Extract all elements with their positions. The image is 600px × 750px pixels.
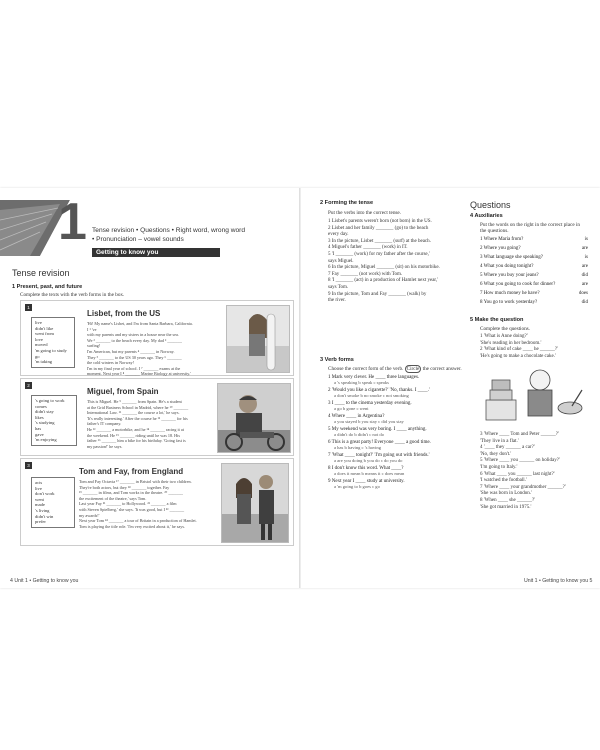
exercise-item bbox=[480, 291, 588, 300]
exercise-item bbox=[480, 282, 588, 291]
unit-number: 1 bbox=[58, 193, 87, 251]
word-box-item: love bbox=[35, 336, 43, 342]
instruction-line: Put the words on the right in the correct place in bbox=[480, 222, 580, 228]
section-number: 1 bbox=[25, 304, 32, 311]
section-title: Lisbet, from the US bbox=[87, 309, 161, 318]
answer-options[interactable]: a does it mean b means it c does mean bbox=[334, 471, 405, 476]
text-line: 'Hi! My name's Lisbet, and I'm from Santa Barbara, California. bbox=[87, 321, 193, 326]
auxiliary-word: does bbox=[578, 291, 588, 296]
word-box-item: went bbox=[35, 496, 44, 502]
exercise-item: 3 'Where ____ Tom and Peter ______?' bbox=[480, 432, 559, 437]
exercise-item bbox=[480, 246, 588, 255]
text-line: at the Grid Business School in Madrid, where he ¹⁰ _______ bbox=[87, 404, 189, 410]
exercise-item: 4 Miguel's father _______ (work) in IT. bbox=[328, 245, 408, 251]
text-line: I'm in my final year of school. I ⁷ _______ exams at the bbox=[87, 365, 181, 371]
exercise-item: 2 Lisbet and her family _______ (go) to the beach bbox=[328, 225, 429, 231]
answer-options[interactable]: a are you doing b you do c do you do bbox=[334, 458, 403, 463]
exercise-item bbox=[480, 237, 588, 246]
answer-options[interactable]: a didn't do b didn't c not do bbox=[334, 432, 385, 437]
question-text: 3 What language she speaking? bbox=[480, 255, 543, 260]
answer-options[interactable]: a 'm going to b goes c go bbox=[334, 484, 380, 489]
exercise-item: 8 'When ____ she ______?' bbox=[480, 497, 536, 503]
exercise-items bbox=[480, 237, 588, 309]
section-heading-tense-revision: Tense revision bbox=[12, 268, 70, 278]
text-line: with Steven Spielberg,' she says. 'It was good, but I ²³ _______ bbox=[79, 506, 185, 512]
word-box-item: live bbox=[35, 485, 42, 491]
exercise-item bbox=[480, 255, 588, 264]
exercise-items bbox=[328, 375, 468, 492]
exercise-title: 3 Verb forms bbox=[320, 357, 354, 363]
exercise-item: 2 'What kind of cake ____ he ______?' bbox=[480, 347, 559, 353]
unit-topics-line: • Pronunciation – vowel sounds bbox=[92, 236, 184, 243]
answer-options[interactable]: a you stayed b you stay c did you stay bbox=[334, 419, 404, 424]
exercise-item bbox=[328, 440, 468, 453]
word-box bbox=[31, 317, 75, 368]
section-text bbox=[87, 321, 217, 377]
instruction-line: the questions. bbox=[480, 228, 509, 234]
answer-options[interactable]: a 's speaking b speak c speaks bbox=[334, 380, 389, 385]
word-box-item: 's studying bbox=[35, 420, 55, 426]
word-box-item: went from bbox=[35, 331, 55, 337]
exercise-item: 'She got married in 1975.' bbox=[480, 504, 532, 510]
exercise-title: 5 Make the question bbox=[470, 317, 524, 323]
exercise-item bbox=[480, 264, 588, 273]
auxiliary-word: are bbox=[581, 246, 588, 251]
unit-topics bbox=[92, 226, 282, 244]
question-text: 3 I ____ to the cinema yesterday evening. bbox=[328, 401, 412, 406]
exercise-item: 1 Lisbet's parents weren't born (not born) in the US. bbox=[328, 219, 432, 224]
book-gutter bbox=[299, 188, 301, 588]
word-box-item: 'm enjoying bbox=[35, 437, 57, 443]
word-box-item: 'm going to study bbox=[35, 347, 67, 353]
exercise-item bbox=[480, 273, 588, 282]
word-box-item: 's going to work bbox=[35, 398, 65, 403]
exercise-item: 'I watched the football.' bbox=[480, 478, 527, 484]
text-line: International Law. ¹¹ _______ the course a lot,' he says. bbox=[87, 410, 180, 416]
text-line: the cold winters in Norway! bbox=[87, 360, 134, 366]
exercise-item: every day. bbox=[328, 232, 349, 238]
word-box-item: prefer bbox=[35, 519, 46, 525]
auxiliary-word: is bbox=[584, 255, 588, 260]
text-section-miguel bbox=[20, 378, 294, 456]
exercise-item bbox=[328, 414, 468, 427]
exercise-item bbox=[328, 479, 468, 492]
text-line: I ¹ 've bbox=[87, 326, 97, 332]
question-text: 6 What you going to cook for dinner? bbox=[480, 282, 556, 287]
auxiliary-word: are bbox=[581, 264, 588, 269]
exercise-item: 'They live in a flat.' bbox=[480, 438, 519, 444]
exercise-items bbox=[328, 219, 468, 305]
section-text bbox=[87, 399, 215, 449]
text-line: father ¹⁶ _______ him a bike for his birthday. 'Going fast is bbox=[87, 438, 186, 444]
exercise-item: 8 'I _______ (act) in a production of Hamlet next year,' bbox=[328, 278, 439, 284]
exercise-items bbox=[480, 432, 592, 511]
page-footer-right: Unit 1 • Getting to know you 5 bbox=[524, 578, 593, 584]
text-line: He ¹³ _______ a motorbike, and he ¹⁴ _______ racing it at bbox=[87, 426, 184, 432]
answer-options[interactable]: a don't smoke b no smoke c not smoking bbox=[334, 393, 409, 398]
auxiliary-word: did bbox=[581, 273, 588, 278]
question-text: 2 Where you going? bbox=[480, 246, 521, 251]
answer-options[interactable]: a has b having c 's having bbox=[334, 445, 382, 450]
section-title: Tom and Fay, from England bbox=[79, 467, 184, 476]
text-section-lisbet bbox=[20, 300, 294, 376]
exercise-item: 'No, they don't.' bbox=[480, 451, 512, 457]
answer-options[interactable]: a go b gone c went bbox=[334, 406, 369, 411]
exercise-item: says Miguel. bbox=[328, 258, 354, 264]
word-box-item: gave bbox=[35, 431, 44, 437]
auxiliary-word: are bbox=[581, 282, 588, 287]
word-box-item: didn't stay bbox=[35, 409, 54, 415]
word-box-item: acts bbox=[35, 480, 43, 485]
question-text: 6 This is a great party! Everyone ____ a good time. bbox=[328, 440, 431, 445]
question-text: 9 Next year I ____ study at university. bbox=[328, 479, 405, 484]
page-footer-left: 4 Unit 1 • Getting to know you bbox=[10, 578, 79, 584]
exercise-title: 1 Present, past, and future bbox=[12, 284, 83, 290]
exercise-item: the river. bbox=[328, 298, 346, 304]
photo-tom-and-fay bbox=[221, 463, 289, 543]
exercise-item: 7 Fay _______ (not work) with Tom. bbox=[328, 271, 403, 277]
text-line: the weekend. He ¹⁵ _______ riding until he was 18. His bbox=[87, 432, 180, 438]
word-box-item: made bbox=[35, 502, 45, 508]
text-line: father's IT company. bbox=[87, 421, 122, 427]
exercise-item bbox=[328, 466, 468, 479]
text-section-tom-and-fay bbox=[20, 458, 294, 546]
word-box bbox=[31, 477, 75, 528]
exercise-item: 7 'Where ____ your grandmother ______?' bbox=[480, 484, 566, 490]
text-line: Next year Tom ²⁴ _______ a tour of Britain in a production of Hamlet. bbox=[79, 518, 197, 524]
text-line: I'm American, but my parents ⁴ _______ in Norway. bbox=[87, 348, 175, 354]
text-line: This is Miguel. He ⁹ _______ from Spain. He's a student bbox=[87, 399, 182, 404]
question-text: 5 Where you buy your jeans? bbox=[480, 273, 539, 278]
text-line: my passion!' he says. bbox=[87, 443, 123, 449]
word-box-item: 's living bbox=[35, 507, 50, 513]
unit-topics-line: Tense revision • Questions • Right word, wrong word bbox=[92, 227, 246, 234]
text-line: They're both actors, but they ¹⁸ _______ together. Fay bbox=[79, 484, 170, 490]
question-text: 1 Mark very clever. He ____ three languages. bbox=[328, 375, 420, 380]
text-line: with my parents and my sisters in a house near the sea. bbox=[87, 332, 179, 338]
exercise-item: 6 'What ____ you ______ last night?' bbox=[480, 471, 555, 477]
exercise-item: 1 'What is Anne doing?' bbox=[480, 334, 528, 339]
exercise-instruction: Complete the questions. bbox=[480, 326, 530, 332]
photo-miguel bbox=[217, 383, 291, 453]
exercise-item: says Tom. bbox=[328, 284, 349, 290]
word-box-item: likes bbox=[35, 414, 44, 420]
text-line: surfing! bbox=[87, 343, 101, 349]
exercise-title: 4 Auxiliaries bbox=[470, 213, 503, 219]
question-text: 8 I don't know this word. What ____? bbox=[328, 466, 404, 471]
text-line: Tom and Fay Octavia ¹⁷ _______ in Bristol with their two children. bbox=[79, 479, 192, 484]
text-line: ¹⁹ _______ in films, and Tom works in the theatre. ²⁰ _______ bbox=[79, 490, 184, 496]
question-text: 1 Where Maria from? bbox=[480, 237, 524, 242]
exercise-item: 4 '____ they ______ a car?' bbox=[480, 445, 535, 451]
exercise-item bbox=[328, 388, 468, 401]
exercise-item: 'She was born in London.' bbox=[480, 491, 532, 497]
auxiliary-word: did bbox=[581, 300, 588, 305]
exercise-item: 'He's going to make a chocolate cake.' bbox=[480, 353, 556, 359]
word-box-item: don't work bbox=[35, 491, 55, 497]
question-text: 4 Where ____ in Argentina? bbox=[328, 414, 385, 419]
text-line: Tom is playing the title role. 'I'm very excited about it,' he says. bbox=[79, 523, 186, 529]
text-line: 'It's really interesting.' After the course he ¹² _______ for his bbox=[87, 415, 188, 421]
exercise-item: 9 In the picture, Tom and Fay _______ (walk) by bbox=[328, 291, 427, 297]
exercise-instruction bbox=[480, 222, 580, 234]
exercise-item bbox=[328, 427, 468, 440]
text-line: moment. Next year I ⁸ _______ Marine Biology at university.' bbox=[87, 371, 191, 377]
exercise-item: 'She's reading in her bedroom.' bbox=[480, 340, 542, 346]
exercise-item bbox=[480, 300, 588, 309]
question-text: 7 'What ____ tonight?' 'I'm going out with friends.' bbox=[328, 453, 430, 458]
section-text bbox=[79, 479, 217, 529]
auxiliary-word: is bbox=[584, 237, 588, 242]
exercise-title: 2 Forming the tense bbox=[320, 200, 374, 206]
question-text: 4 What you doing tonight? bbox=[480, 264, 534, 269]
exercise-item: 6 In the picture, Miguel _______ (sit) on his motorbike. bbox=[328, 265, 440, 271]
word-box-item: didn't win bbox=[35, 513, 54, 519]
exercise-item bbox=[328, 375, 468, 388]
text-line: my awards!' bbox=[79, 512, 100, 518]
word-box bbox=[31, 395, 77, 446]
exercise-instruction: Choose the correct form of the verb. Circle the correct answer. bbox=[328, 366, 462, 372]
word-box-item: has bbox=[35, 425, 42, 431]
exercise-item bbox=[328, 453, 468, 466]
exercise-item bbox=[328, 401, 468, 414]
text-line: Last year Fay ²¹ _______ to Hollywood. ²² _______ a film bbox=[79, 501, 177, 507]
word-box-item: go bbox=[35, 353, 40, 359]
exercise-instruction: Complete the texts with the verb forms in the box. bbox=[20, 292, 125, 298]
photo-lisbet bbox=[226, 305, 290, 373]
illustration-baking bbox=[482, 360, 586, 424]
text-line: We ² _______ to the beach every day. My dad ³ _______ bbox=[87, 337, 182, 343]
section-number: 2 bbox=[25, 382, 32, 389]
exercise-item: 'I'm going to Italy.' bbox=[480, 464, 518, 470]
word-box-item: didn't like bbox=[35, 325, 54, 331]
word-box-item: live bbox=[35, 320, 42, 325]
word-box-item: moved bbox=[35, 342, 48, 348]
section-heading-questions: Questions bbox=[470, 200, 511, 210]
unit-subtitle: Getting to know you bbox=[92, 248, 220, 257]
exercise-instruction: Put the verbs into the correct tense. bbox=[328, 210, 402, 216]
section-title: Miguel, from Spain bbox=[87, 387, 159, 396]
question-text: 5 My weekend was very boring. I ____ anything. bbox=[328, 427, 427, 432]
question-text: 8 You go to work yesterday? bbox=[480, 300, 538, 305]
text-line: They ⁵ _______ to the US 30 years ago. They ⁶ _______ bbox=[87, 354, 182, 360]
word-box-item: comes bbox=[35, 403, 47, 409]
question-text: 2 'Would you like a cigarette?' 'No, thanks. I ____.' bbox=[328, 388, 430, 393]
section-number: 3 bbox=[25, 462, 32, 469]
exercise-item: 5 'Where ____ you ______ on holiday?' bbox=[480, 458, 560, 464]
exercise-item: 5 'I _______ (work) for my father after the course,' bbox=[328, 251, 430, 257]
exercise-item: 3 In the picture, Lisbet _______ (surf) at the beach. bbox=[328, 238, 431, 244]
question-text: 7 How much money he have? bbox=[480, 291, 540, 296]
text-line: the excitement of the theatre,' says Tom. bbox=[79, 495, 147, 501]
word-box-item: 'm taking bbox=[35, 359, 53, 365]
exercise-items bbox=[480, 334, 590, 360]
